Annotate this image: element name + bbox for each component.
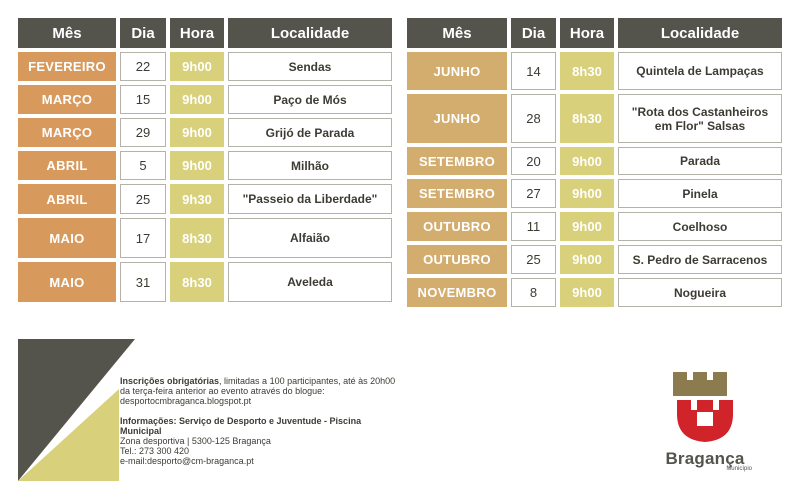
cell-mes: ABRIL: [18, 184, 116, 214]
cell-mes: OUTUBRO: [407, 212, 507, 241]
table-row: [18, 184, 396, 214]
cell-localidade: Parada: [618, 147, 782, 175]
contact-email: e-mail:desporto@cm-braganca.pt: [120, 456, 254, 466]
cell-mes: MARÇO: [18, 85, 116, 114]
cell-mes: MARÇO: [18, 118, 116, 147]
cell-mes: MAIO: [18, 218, 116, 258]
cell-mes: SETEMBRO: [407, 147, 507, 175]
cell-mes: JUNHO: [407, 52, 507, 90]
cell-dia: 22: [120, 52, 166, 81]
cell-hora: 9h00: [170, 52, 224, 81]
table-row: [407, 94, 786, 143]
cell-dia: 15: [120, 85, 166, 114]
cell-dia: 27: [511, 179, 556, 208]
cell-localidade: Paço de Mós: [228, 85, 392, 114]
cell-mes: MAIO: [18, 262, 116, 302]
cell-localidade: "Rota dos Castanheiros em Flor" Salsas: [618, 94, 782, 143]
cell-mes: NOVEMBRO: [407, 278, 507, 307]
cell-mes: OUTUBRO: [407, 245, 507, 274]
cell-dia: 8: [511, 278, 556, 307]
cell-localidade: Pinela: [618, 179, 782, 208]
braganca-logo: [650, 372, 760, 472]
cell-dia: 25: [511, 245, 556, 274]
cell-dia: 28: [511, 94, 556, 143]
table-row: [407, 212, 786, 241]
cell-dia: 25: [120, 184, 166, 214]
cell-localidade: Quintela de Lampaças: [618, 52, 782, 90]
table-row: [18, 118, 396, 147]
table-row: [407, 179, 786, 208]
cell-dia: 20: [511, 147, 556, 175]
contact-label: Informações: Serviço de Desporto e Juventude - Piscina Municipal: [120, 416, 362, 436]
cell-hora: 8h30: [170, 218, 224, 258]
contact-address: Zona desportiva | 5300-125 Bragança: [120, 436, 271, 446]
cell-hora: 9h00: [560, 179, 614, 208]
cell-mes: FEVEREIRO: [18, 52, 116, 81]
cell-hora: 9h00: [170, 118, 224, 147]
cell-mes: SETEMBRO: [407, 179, 507, 208]
cell-localidade: Grijó de Parada: [228, 118, 392, 147]
header-localidade: Localidade: [228, 18, 392, 48]
info-block: [120, 376, 400, 466]
cell-localidade: Alfaião: [228, 218, 392, 258]
cell-hora: 9h00: [560, 278, 614, 307]
header-dia: Dia: [511, 18, 556, 48]
contact-info: [120, 416, 400, 466]
table-row: [407, 278, 786, 307]
cell-hora: 9h00: [170, 151, 224, 180]
cell-hora: 9h00: [170, 85, 224, 114]
cell-hora: 8h30: [560, 52, 614, 90]
cell-hora: 8h30: [560, 94, 614, 143]
castle-shield-icon: [665, 372, 745, 442]
table-row: [18, 52, 396, 81]
registration-info: [120, 376, 400, 406]
table-row: [407, 147, 786, 175]
logo-name: Bragança: [665, 449, 745, 468]
table-row: [18, 151, 396, 180]
registration-text: , limitadas a 100 participantes, até às 20h00 da terça-feira anterior ao evento através do blogue: desportocmbraganca.blogspot.pt: [120, 376, 396, 406]
cell-localidade: S. Pedro de Sarracenos: [618, 245, 782, 274]
cell-dia: 29: [120, 118, 166, 147]
cell-dia: 14: [511, 52, 556, 90]
table-header: [407, 18, 786, 48]
cell-dia: 11: [511, 212, 556, 241]
table-header: [18, 18, 396, 48]
cell-localidade: Coelhoso: [618, 212, 782, 241]
table-row: [407, 245, 786, 274]
cell-hora: 9h00: [560, 212, 614, 241]
table-row: [18, 85, 396, 114]
header-hora: Hora: [170, 18, 224, 48]
cell-localidade: Nogueira: [618, 278, 782, 307]
header-mes: Mês: [18, 18, 116, 48]
header-localidade: Localidade: [618, 18, 782, 48]
cell-localidade: "Passeio da Liberdade": [228, 184, 392, 214]
header-mes: Mês: [407, 18, 507, 48]
schedule-table-left: [18, 18, 396, 306]
cell-localidade: Milhão: [228, 151, 392, 180]
cell-hora: 9h00: [560, 147, 614, 175]
registration-label: Inscrições obrigatórias: [120, 376, 220, 386]
schedule-table-right: [407, 18, 786, 311]
cell-dia: 5: [120, 151, 166, 180]
logo-subtitle: Município: [726, 466, 752, 472]
cell-hora: 8h30: [170, 262, 224, 302]
table-row: [18, 262, 396, 302]
cell-dia: 31: [120, 262, 166, 302]
header-dia: Dia: [120, 18, 166, 48]
cell-hora: 9h30: [170, 184, 224, 214]
cell-localidade: Sendas: [228, 52, 392, 81]
cell-mes: ABRIL: [18, 151, 116, 180]
cell-mes: JUNHO: [407, 94, 507, 143]
cell-localidade: Aveleda: [228, 262, 392, 302]
table-row: [18, 218, 396, 258]
header-hora: Hora: [560, 18, 614, 48]
table-row: [407, 52, 786, 90]
cell-dia: 17: [120, 218, 166, 258]
cell-hora: 9h00: [560, 245, 614, 274]
contact-phone: Tel.: 273 300 420: [120, 446, 190, 456]
